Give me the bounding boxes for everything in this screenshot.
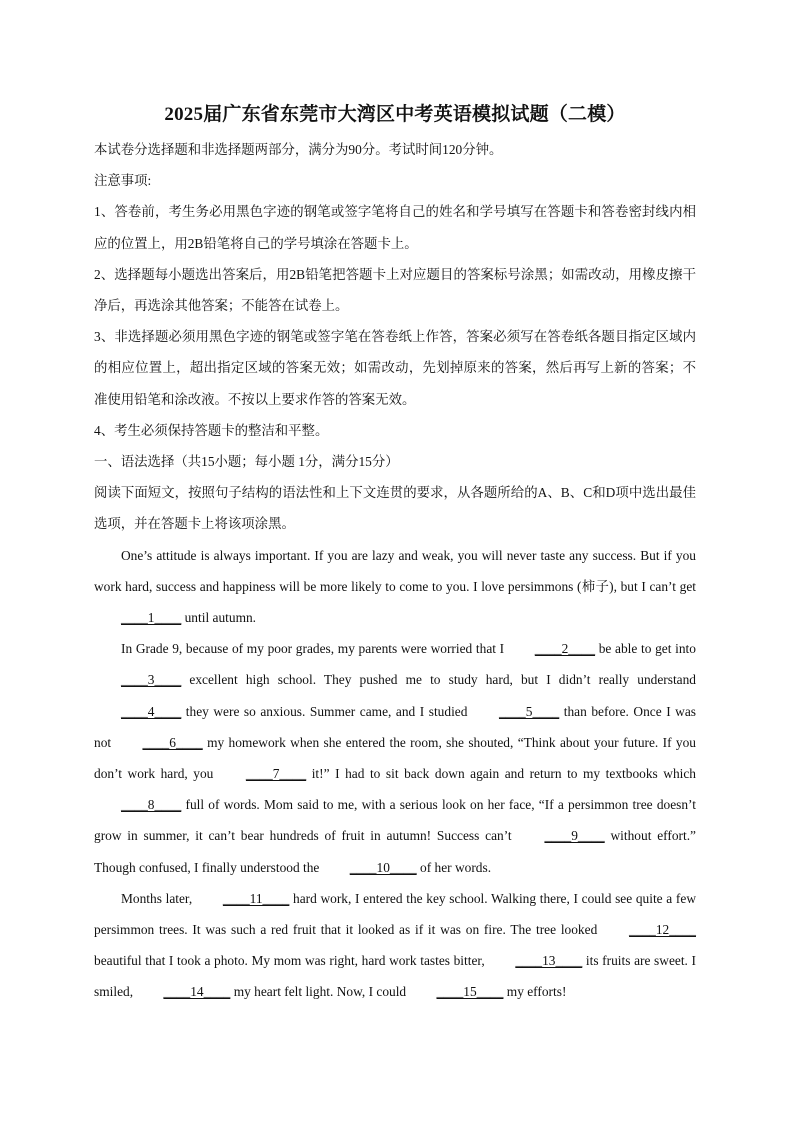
notice-item-4: 4、考生必须保持答题卡的整洁和平整。 [94, 422, 329, 438]
passage-text: my homework when she entered the room, she shouted, “Think about your future. If you don’t work hard, you [94, 734, 696, 782]
blank-4: ____4____ [121, 703, 182, 719]
notice-heading: 注意事项: [94, 173, 152, 189]
passage-text: hard work, I entered the key school. Walking there, I could see quite a few persimmon trees. It was such a red fruit that it looked as if it was on fire. The tree looked [94, 890, 696, 938]
blank-3: ____3____ [121, 672, 182, 688]
passage-text: they were so anxious. Summer came, and I studied [181, 703, 472, 719]
blank-15: ____15____ [436, 984, 504, 1000]
passage-paragraph-2 [94, 633, 696, 883]
blank-11: ____11____ [222, 890, 290, 906]
blank-2: ____2____ [534, 641, 596, 657]
blank-7: ____7____ [245, 766, 307, 782]
passage-paragraph-1 [94, 540, 696, 634]
passage-text: be able to get into [595, 641, 696, 657]
blank-9: ____9____ [544, 828, 605, 844]
notice-item-1: 1、答卷前，考生务必用黑色字迹的钢笔或签字笔将自己的姓名和学号填写在答题卡和答卷密封线内相应的位置上，用2B铅笔将自己的学号填涂在答题卡上。 [94, 204, 696, 251]
passage-text: without effort.” Though confused, I finally understood the [94, 828, 696, 875]
passage-text: my efforts! [503, 984, 567, 1000]
passage-text: it!” I had to sit back down again and return to my textbooks which [306, 766, 696, 782]
blank-10: ____10____ [349, 859, 417, 875]
reading-passage [94, 540, 696, 1008]
passage-text: One’s attitude is always important. If you are lazy and weak, you will never taste any success. But if you work hard, success and happiness will be more likely to come to you. I love persimmons (柿子), but I can’t get [94, 547, 696, 594]
section-heading: 一、语法选择（共15小题；每小题 1分，满分15分） [94, 454, 399, 470]
page-title: 2025届广东省东莞市大湾区中考英语模拟试题（二模） [164, 104, 626, 125]
exam-page [94, 98, 696, 1008]
passage-paragraph-3 [94, 883, 696, 1008]
blank-13: ____13____ [515, 953, 583, 969]
blank-1: ____1____ [121, 610, 182, 626]
notice-item-2: 2、选择题每小题选出答案后，用2B铅笔把答题卡上对应题目的答案标号涂黑；如需改动，用橡皮擦干净后，再选涂其他答案；不能答在试卷上。 [94, 266, 696, 314]
passage-text: of her words. [416, 859, 492, 875]
passage-text: until autumn. [181, 610, 257, 626]
blank-14: ____14____ [163, 984, 231, 1000]
passage-text: In Grade 9, because of my poor grades, my parents were worried that I [121, 641, 508, 657]
passage-text: beautiful that I took a photo. My mom was right, hard work tastes bitter, [94, 953, 489, 969]
blank-5: ____5____ [498, 703, 560, 719]
blank-12: ____12____ [629, 922, 696, 938]
passage-text: its fruits are sweet. I smiled, [94, 953, 696, 1000]
exam-intro: 本试卷分选择题和非选择题两部分，满分为90分。考试时间120分钟。 [94, 142, 503, 157]
section-instructions: 阅读下面短文，按照句子结构的语法性和上下文连贯的要求，从各题所给的A、B、C和D项中选出最佳选项，并在答题卡上将该项涂黑。 [94, 485, 696, 532]
passage-text: my heart felt light. Now, I could [230, 984, 410, 1000]
passage-text: full of words. Mom said to me, with a serious look on her face, “If a persimmon tree doesn’t grow in summer, it can’t bear hundreds of fruit in autumn! Success can’t [94, 797, 696, 844]
notice-item-3: 3、非选择题必须用黑色字迹的钢笔或签字笔在答卷纸上作答，答案必须写在答卷纸各题目指定区域内的相应位置上，超出指定区域的答案无效；如需改动，先划掉原来的答案，然后再写上新的答案；不准使用铅笔和涂改液。不按以上要求作答的答案无效。 [94, 329, 696, 407]
passage-text: excellent high school. They pushed me to study hard, but I didn’t really understand [181, 672, 696, 688]
passage-text: than before. Once I was not [94, 703, 697, 750]
blank-6: ____6____ [142, 734, 203, 750]
passage-text: Months later, [121, 890, 196, 906]
blank-8: ____8____ [121, 797, 182, 813]
